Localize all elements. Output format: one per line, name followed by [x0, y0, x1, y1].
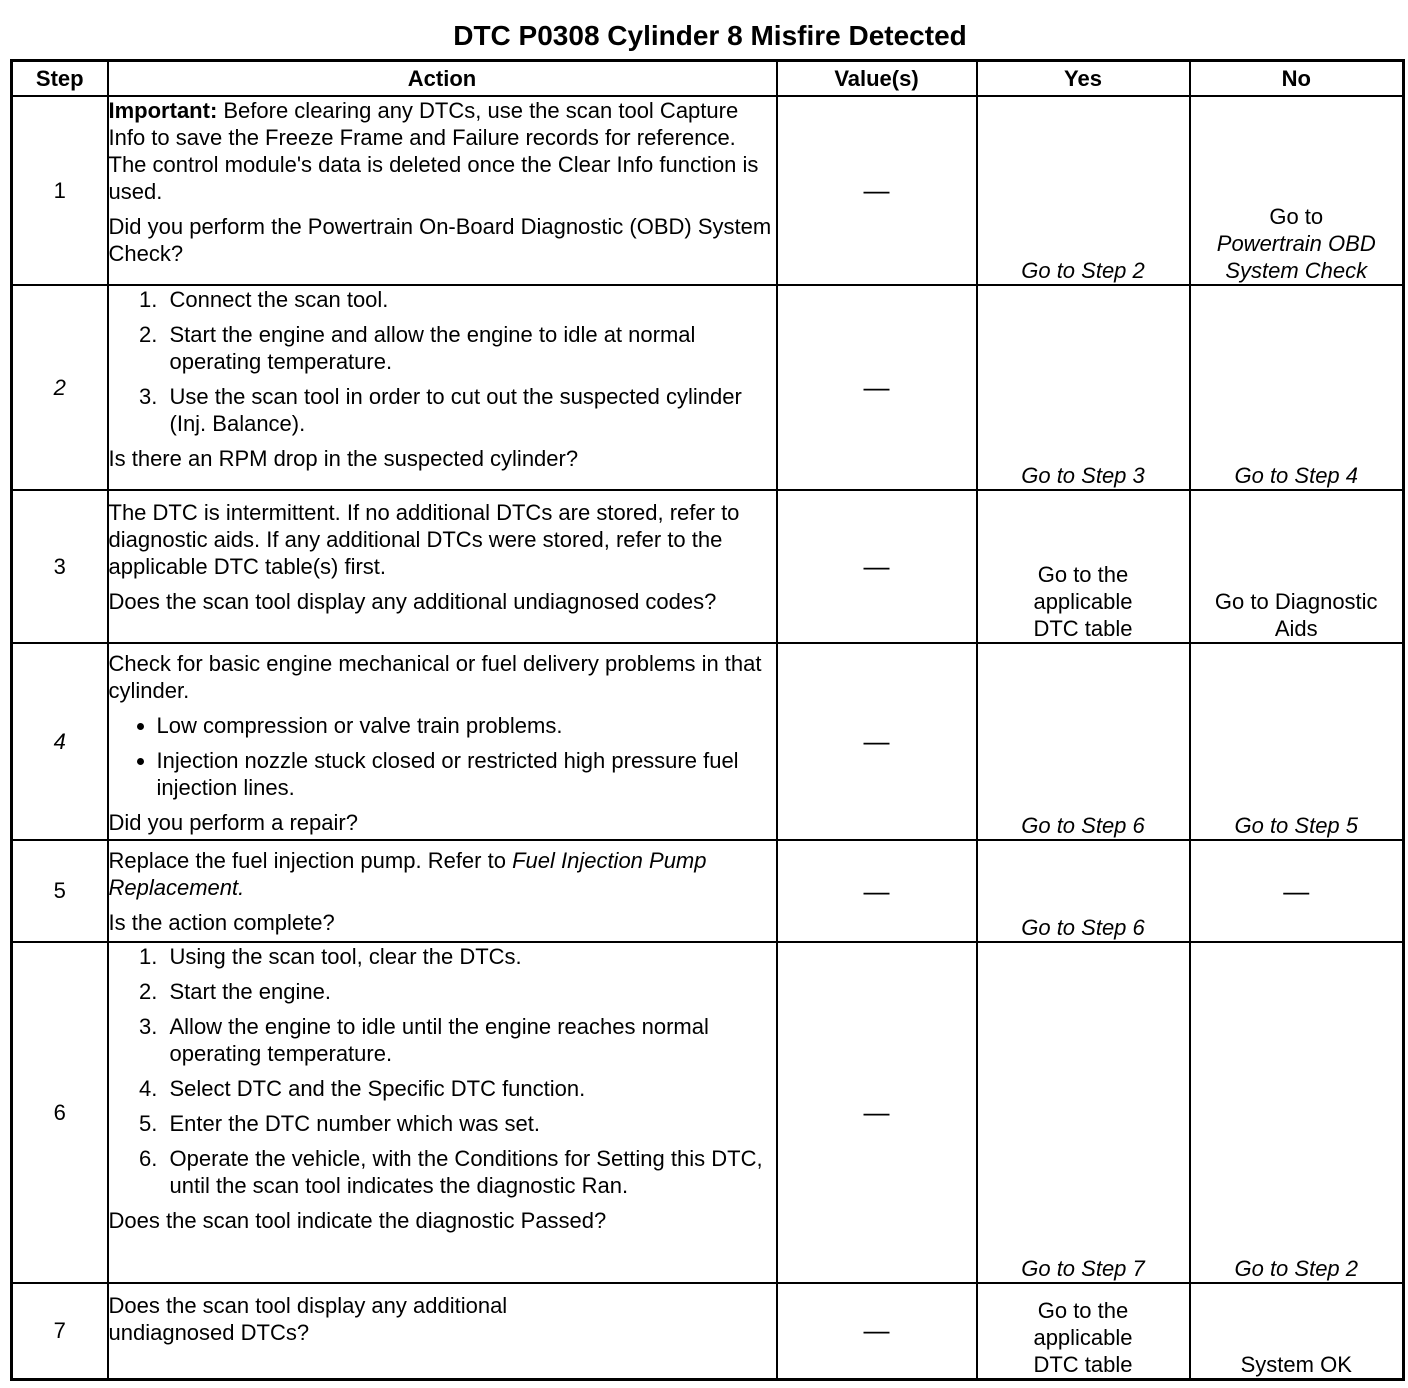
- yes-link[interactable]: Go to Step 6: [977, 643, 1190, 840]
- action-cell: [108, 490, 777, 643]
- procedure-reference[interactable]: Fuel Injection Pump Replacement.: [108, 848, 707, 900]
- table-row: [12, 96, 1404, 285]
- question-text: Did you perform a repair?: [108, 810, 358, 835]
- header-no: No: [1190, 61, 1404, 97]
- step-number: 6: [12, 942, 108, 1283]
- action-cell: [108, 643, 777, 840]
- table-row: [12, 285, 1404, 490]
- no-link[interactable]: Go to Step 5: [1190, 643, 1404, 840]
- important-text: Before clearing any DTCs, use the scan tool Capture Info to save the Freeze Frame and Failure records for reference. The control module's data is deleted once the Clear Info function is used.: [108, 98, 759, 204]
- table-row: [12, 1283, 1404, 1379]
- no-link-text: Go to Diagnostic Aids: [1214, 589, 1378, 641]
- header-values: Value(s): [777, 61, 977, 97]
- yes-link[interactable]: Go to Step 2: [977, 96, 1190, 285]
- action-cell: [108, 1283, 777, 1379]
- header-yes: Yes: [977, 61, 1190, 97]
- action-text: The DTC is intermittent. If no additional DTCs are stored, refer to diagnostic aids. If any additional DTCs were stored, refer to the applicable DTC table(s) first.: [108, 500, 740, 579]
- action-text: [109, 847, 776, 901]
- action-cell: [108, 96, 777, 285]
- yes-link[interactable]: Go to Step 7: [977, 942, 1190, 1283]
- question-text: Did you perform the Powertrain On-Board Diagnostic (OBD) System Check?: [108, 214, 772, 266]
- header-row: [12, 61, 1404, 97]
- action-cell: [108, 285, 777, 490]
- no-link-prefix: Go to: [1269, 204, 1324, 229]
- action-text: Check for basic engine mechanical or fuel delivery problems in that cylinder.: [108, 651, 762, 703]
- list-item: 2. Start the engine and allow the engine to idle at normal operating temperature.: [164, 321, 776, 375]
- question-text: Does the scan tool indicate the diagnostic Passed?: [108, 1208, 607, 1233]
- no-cell: —: [1190, 840, 1404, 942]
- value-cell: —: [777, 942, 977, 1283]
- question-text: Is there an RPM drop in the suspected cylinder?: [108, 446, 579, 471]
- action-cell: [108, 840, 777, 942]
- important-note: [109, 97, 776, 205]
- table-row: [12, 490, 1404, 643]
- action-text-main: Replace the fuel injection pump. Refer to: [108, 848, 513, 873]
- list-item: 1. Using the scan tool, clear the DTCs.: [164, 943, 776, 970]
- action-cell: [108, 942, 777, 1283]
- yes-link[interactable]: [977, 490, 1190, 643]
- step-number: 1: [12, 96, 108, 285]
- yes-link[interactable]: Go to Step 3: [977, 285, 1190, 490]
- table-row: [12, 643, 1404, 840]
- list-item: 4. Select DTC and the Specific DTC function.: [164, 1075, 776, 1102]
- no-cell: System OK: [1190, 1283, 1404, 1379]
- procedure-list: [109, 286, 776, 437]
- value-cell: —: [777, 1283, 977, 1379]
- no-link[interactable]: Go to Step 4: [1190, 285, 1404, 490]
- value-cell: —: [777, 96, 977, 285]
- important-label: Important:: [108, 98, 218, 123]
- list-item: 2. Start the engine.: [164, 978, 776, 1005]
- header-action: Action: [108, 61, 777, 97]
- question-text: Is the action complete?: [108, 910, 335, 935]
- yes-link-text: Go to the applicable DTC table: [1033, 562, 1133, 641]
- value-cell: —: [777, 490, 977, 643]
- page-title: DTC P0308 Cylinder 8 Misfire Detected: [453, 20, 967, 51]
- no-link[interactable]: [1190, 490, 1404, 643]
- condition-list: [109, 712, 776, 801]
- no-link-target: Powertrain OBD System Check: [1216, 231, 1376, 283]
- question-text: Does the scan tool display any additional undiagnosed codes?: [108, 589, 717, 614]
- header-step: Step: [12, 61, 108, 97]
- step-number: 4: [12, 643, 108, 840]
- table-row: [12, 942, 1404, 1283]
- list-item: 1. Connect the scan tool.: [164, 286, 776, 313]
- step-number: 2: [12, 285, 108, 490]
- list-item: • Low compression or valve train problems.: [157, 712, 776, 739]
- procedure-list: [109, 943, 776, 1199]
- yes-link-text: Go to the applicable DTC table: [1033, 1297, 1133, 1377]
- list-item: 3. Use the scan tool in order to cut out the suspected cylinder (Inj. Balance).: [164, 383, 776, 437]
- list-item: 5. Enter the DTC number which was set.: [164, 1110, 776, 1137]
- yes-link[interactable]: [977, 1283, 1190, 1379]
- list-item: 3. Allow the engine to idle until the engine reaches normal operating temperature.: [164, 1013, 776, 1067]
- list-item: • Injection nozzle stuck closed or restricted high pressure fuel injection lines.: [157, 747, 776, 801]
- step-number: 5: [12, 840, 108, 942]
- no-link[interactable]: [1190, 96, 1404, 285]
- step-number: 7: [12, 1283, 108, 1379]
- diagnostic-table: [10, 59, 1405, 1381]
- table-row: [12, 840, 1404, 942]
- value-cell: —: [777, 643, 977, 840]
- question-text: Does the scan tool display any additional undiagnosed DTCs?: [108, 1293, 508, 1345]
- list-item: 6. Operate the vehicle, with the Conditions for Setting this DTC, until the scan tool indicates the diagnostic Ran.: [164, 1145, 776, 1199]
- yes-link[interactable]: Go to Step 6: [977, 840, 1190, 942]
- no-link[interactable]: Go to Step 2: [1190, 942, 1404, 1283]
- value-cell: —: [777, 840, 977, 942]
- step-number: 3: [12, 490, 108, 643]
- value-cell: —: [777, 285, 977, 490]
